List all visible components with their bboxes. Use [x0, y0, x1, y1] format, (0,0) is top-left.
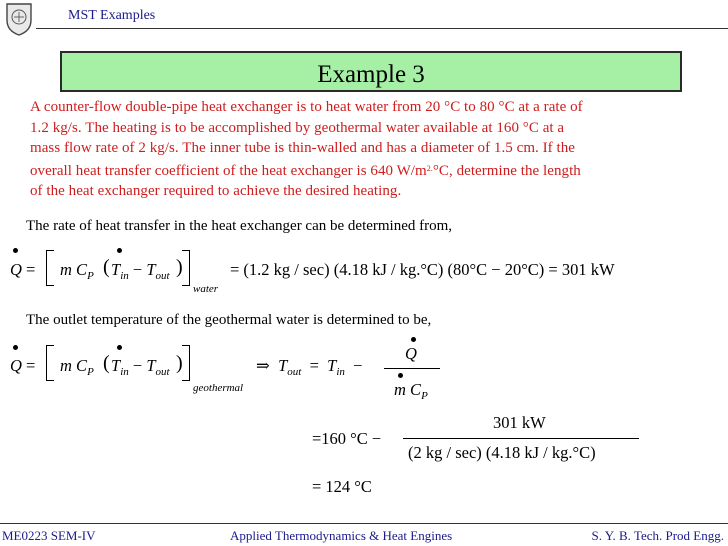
paren-close: ): [176, 256, 183, 278]
slide-title: Example 3: [317, 61, 425, 88]
slide-title-band: [60, 51, 682, 92]
eq-temp-diff: $T_{in} - T_{out}$: [111, 260, 170, 282]
fraction-bar: [384, 368, 440, 369]
dot-accent: [117, 345, 122, 350]
superscript: 2.: [426, 163, 433, 173]
paren-open: (: [103, 256, 110, 278]
dot-accent: [398, 373, 403, 378]
left-bracket: [46, 250, 54, 286]
eq-temp-diff: $T_{in} - T_{out}$: [111, 356, 170, 378]
university-seal-logo: [4, 2, 34, 36]
bracket-subscript: water: [193, 283, 219, 295]
problem-line: [30, 159, 715, 182]
problem-line: mass flow rate of 2 kg/s. The inner tube is thin-walled and has a diameter of 1.5 cm. If the: [30, 140, 576, 156]
eq-implies: ⇒ $T_{out} = T_{in}$ −: [256, 356, 363, 378]
fraction-numerator: Q: [405, 344, 417, 363]
header-title: MST Examples: [68, 8, 156, 23]
footer-program: S. Y. B. Tech. Prod Engg.: [591, 528, 724, 543]
eq-body: m $C_P$: [60, 260, 94, 282]
header-divider: [36, 28, 728, 29]
footer-course-name: Applied Thermodynamics & Heat Engines: [230, 528, 453, 543]
dot-accent: [117, 248, 122, 253]
problem-line: of the heat exchanger required to achieve the desired heating.: [30, 183, 402, 199]
fraction-bar: [403, 438, 639, 439]
paren-close: ): [176, 352, 183, 374]
result-outlet-temp: = 124 °C: [312, 477, 372, 496]
eq-rhs: = (1.2 kg / sec) (4.18 kJ / kg.°C) (80°C − 20°C) = 301 kW: [230, 260, 615, 279]
dot-accent: [13, 345, 18, 350]
eq-lhs: Q =: [10, 356, 36, 375]
dot-accent: [411, 337, 416, 342]
paren-open: (: [103, 352, 110, 374]
left-bracket: [46, 345, 54, 381]
eq3-lhs: =160 °C −: [312, 429, 382, 448]
problem-text: °C, determine the length: [432, 162, 581, 179]
eq-lhs: Q =: [10, 260, 36, 279]
eq3-numerator: 301 kW: [493, 413, 546, 432]
fraction-denominator: m $C_P$: [394, 380, 428, 402]
footer-divider: [0, 523, 728, 524]
right-bracket: [182, 345, 190, 381]
problem-line: A counter-flow double-pipe heat exchanger is to heat water from 20 °C to 80 °C at a rate of: [30, 99, 583, 115]
bracket-subscript: geothermal: [193, 382, 244, 394]
problem-statement: [30, 97, 715, 202]
eq-body: m $C_P$: [60, 356, 94, 378]
problem-text: overall heat transfer coefficient of the heat exchanger is 640 W/m: [30, 162, 427, 179]
problem-line: 1.2 kg/s. The heating is to be accomplished by geothermal water available at 160 °C at a: [30, 119, 565, 136]
eq3-denominator: (2 kg / sec) (4.18 kJ / kg.°C): [408, 443, 596, 462]
solution-intro-outlet-temp: The outlet temperature of the geothermal water is determined to be,: [26, 312, 432, 328]
footer-course-code: ME0223 SEM-IV: [2, 528, 96, 543]
right-bracket: [182, 250, 190, 286]
dot-accent: [13, 248, 18, 253]
solution-intro-heat-rate: The rate of heat transfer in the heat exchanger can be determined from,: [26, 218, 453, 234]
